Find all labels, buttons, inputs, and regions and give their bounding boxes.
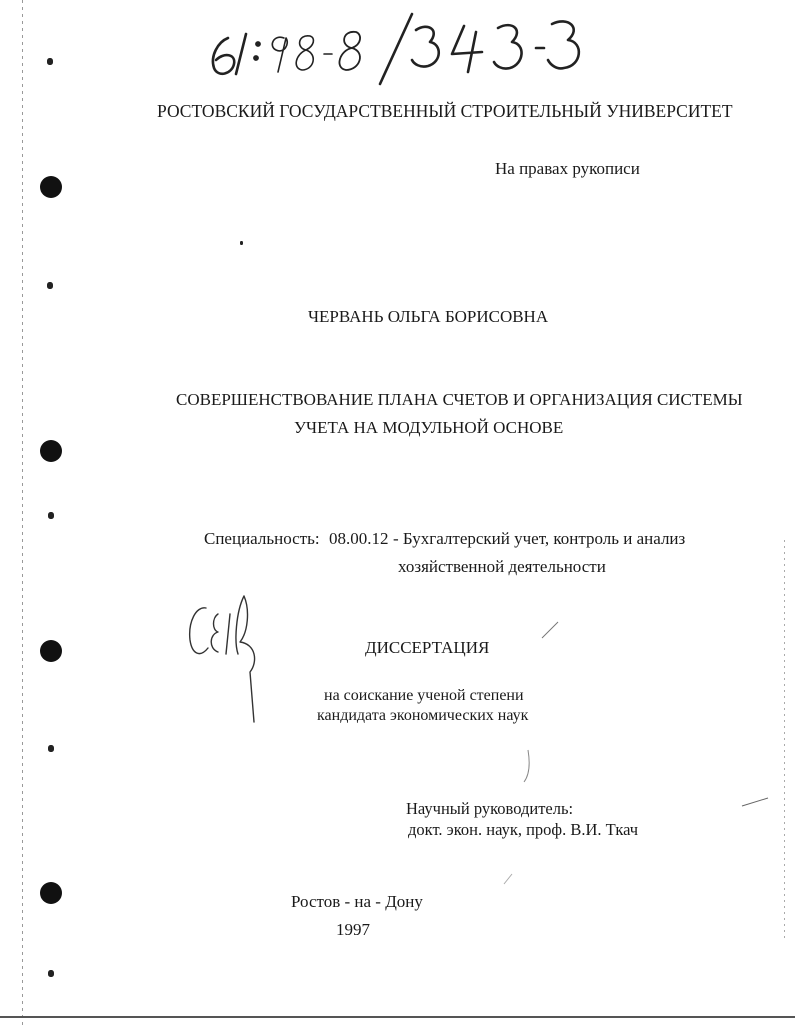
scan-stroke-mark: [540, 620, 560, 640]
specialty-name-line-2: хозяйственной деятельности: [398, 557, 606, 576]
advisor-name: докт. экон. наук, проф. В.И. Ткач: [408, 820, 639, 839]
binder-hole: [40, 882, 62, 904]
binder-mark: [48, 745, 54, 752]
specialty-code: 08.00.12: [329, 529, 389, 548]
binder-mark: [48, 512, 54, 519]
degree-line-1: на соискание ученой степени: [324, 687, 524, 704]
dissertation-title-line-2: УЧЕТА НА МОДУЛЬНОЙ ОСНОВЕ: [294, 418, 564, 437]
advisor-label: Научный руководитель:: [406, 799, 574, 818]
binder-hole: [40, 176, 62, 198]
city: Ростов - на - Дону: [291, 892, 423, 911]
binder-mark: [48, 970, 54, 977]
specialty-name-line-1: - Бухгалтерский учет, контроль и анализ: [393, 529, 686, 548]
scan-stroke-mark: [740, 796, 770, 808]
manuscript-rights-note: На правах рукописи: [495, 159, 640, 178]
binder-mark: [47, 58, 53, 65]
author-name: ЧЕРВАНЬ ОЛЬГА БОРИСОВНА: [308, 307, 549, 326]
scan-right-edge: [784, 540, 785, 940]
scan-stroke-mark: [522, 748, 532, 784]
specialty-label: Специальность:: [204, 529, 320, 548]
ink-speck: [240, 241, 243, 245]
scan-left-edge: [22, 0, 23, 1026]
binder-hole: [40, 640, 62, 662]
document-type: ДИССЕРТАЦИЯ: [365, 638, 490, 657]
binder-hole: [40, 440, 62, 462]
university-name: РОСТОВСКИЙ ГОСУДАРСТВЕННЫЙ СТРОИТЕЛЬНЫЙ УНИВЕРСИТЕТ: [157, 101, 733, 121]
year: 1997: [336, 920, 370, 939]
degree-line-2: кандидата экономических наук: [317, 707, 529, 724]
binder-mark: [47, 282, 53, 289]
handwritten-signature: [178, 592, 288, 727]
dissertation-title-line-1: СОВЕРШЕНСТВОВАНИЕ ПЛАНА СЧЕТОВ И ОРГАНИЗАЦИЯ СИСТЕМЫ: [176, 390, 743, 409]
handwritten-catalog-number: [200, 8, 600, 88]
scan-stroke-mark: [502, 872, 514, 886]
scan-bottom-edge: [0, 1016, 795, 1018]
